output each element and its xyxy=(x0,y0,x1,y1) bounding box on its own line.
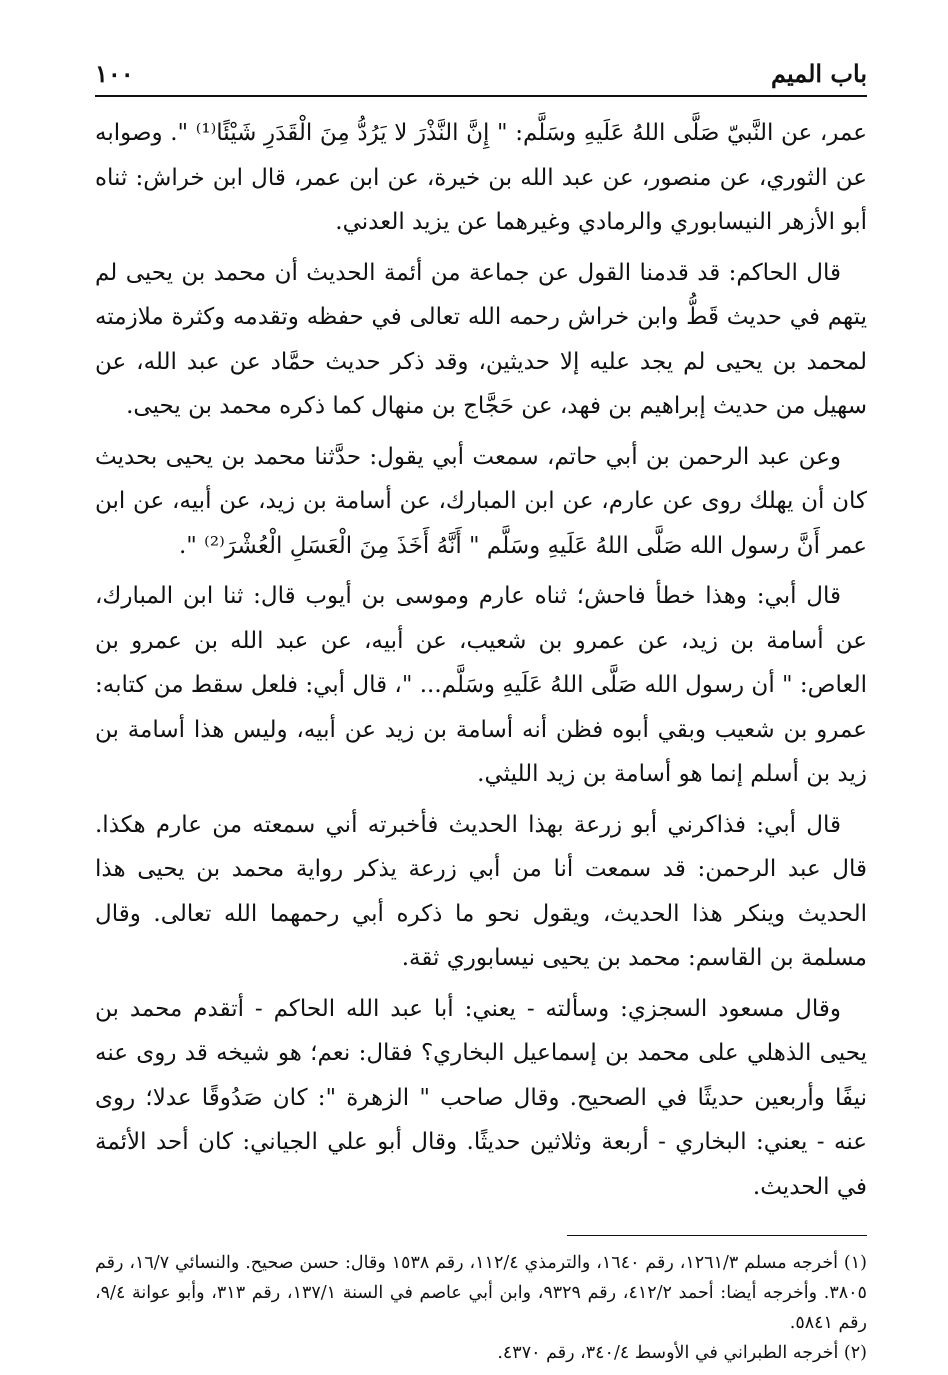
page-number: ١٠٠ xyxy=(95,59,134,88)
paragraph: عمر، عن النَّبيّ صَلَّى اللهُ عَلَيهِ وسَلَّم: " إِنَّ النَّذْرَ لا يَرُدُّ مِنَ الْقَدَرِ شَيْئًا⁽¹⁾ ". وصوابه عن الثوري، عن منصور، عن عبد الله بن خيرة، عن ابن عمر، قال ابن خراش: ثناه أبو الأزهر النيسابوري والرمادي وغيرهما عن يزيد العدني. xyxy=(95,120,867,235)
footnote-divider xyxy=(567,1235,867,1236)
book-page xyxy=(95,55,867,1363)
paragraph: وعن عبد الرحمن بن أبي حاتم، سمعت أبي يقول: حدَّثنا محمد بن يحيى بحديث كان أن يهلك روى عن عارم، عن ابن المبارك، عن أسامة بن زيد، عن أبيه، عن ابن عمر أَنَّ رسول الله صَلَّى اللهُ عَلَيهِ وسَلَّم " أَنَّهُ أَخَذَ مِنَ الْعَسَلِ الْعُشْرَ⁽²⁾ ". xyxy=(95,443,867,559)
page-header xyxy=(95,55,867,97)
paragraph: قال أبي: وهذا خطأ فاحش؛ ثناه عارم وموسى بن أيوب قال: ثنا ابن المبارك، عن أسامة بن زيد، عن عمرو بن شعيب، عن أبيه، عن عبد الله بن عمرو بن العاص: " أن رسول الله صَلَّى اللهُ عَلَيهِ وسَلَّم... "، قال أبي: فلعل سقط من كتابه: عمرو بن شعيب وبقي أبوه فظن أنه أسامة بن زيد عن أبيه، وليس هذا أسامة بن زيد بن أسلم إنما هو أسامة بن زيد الليثي. xyxy=(95,583,867,787)
footnote: (١) أخرجه مسلم ١٢٦١/٣، رقم ١٦٤٠، والترمذي ١١٢/٤، رقم ١٥٣٨ وقال: حسن صحيح. والنسائي ١٦/٧، رقم ٣٨٠٥. وأخرجه أيضا: أحمد ٤١٢/٢، رقم ٩٣٢٩، وابن أبي عاصم في السنة ١٣٧/١، رقم ٣١٣، وأبو عوانة ٩/٤، رقم ٥٨٤١. xyxy=(95,1253,867,1333)
paragraph: قال الحاكم: قد قدمنا القول عن جماعة من أئمة الحديث أن محمد بن يحيى لم يتهم في حديث قَطُّ وابن خراش رحمه الله تعالى في حفظه وتقدمه وكثرة ملازمته لمحمد بن يحيى لم يجد عليه إلا حديثين، وقد ذكر حديث حمَّاد عن عبد الله، عن سهيل من حديث إبراهيم بن فهد، عن حَجَّاج بن منهال كما ذكره محمد بن يحيى. xyxy=(95,259,867,419)
paragraph: وقال مسعود السجزي: وسألته - يعني: أبا عبد الله الحاكم - أتقدم محمد بن يحيى الذهلي على محمد بن إسماعيل البخاري؟ فقال: نعم؛ هو شيخه قد روى عنه نيفًا وأربعين حديثًا في الصحيح. وقال صاحب " الزهرة ": كان صَدُوقًا عدلا؛ روى عنه - يعني: البخاري - أربعة وثلاثين حديثًا. وقال أبو علي الجياني: كان أحد الأئمة في الحديث. xyxy=(95,995,867,1200)
footnotes xyxy=(95,1248,867,1368)
main-text xyxy=(95,111,867,1209)
paragraph: قال أبي: فذاكرني أبو زرعة بهذا الحديث فأخبرته أني سمعته من عارم هكذا. قال عبد الرحمن: قد سمعت أنا من أبي زرعة يذكر رواية محمد بن يحيى هذا الحديث وينكر هذا الحديث، ويقول نحو ما ذكره أبي رحمهما الله تعالى. وقال مسلمة بن القاسم: محمد بن يحيى نيسابوري ثقة. xyxy=(95,811,867,971)
chapter-title: باب الميم xyxy=(770,59,867,88)
footnote: (٢) أخرجه الطبراني في الأوسط ٣٤٠/٤، رقم ٤٣٧٠. xyxy=(497,1343,867,1363)
